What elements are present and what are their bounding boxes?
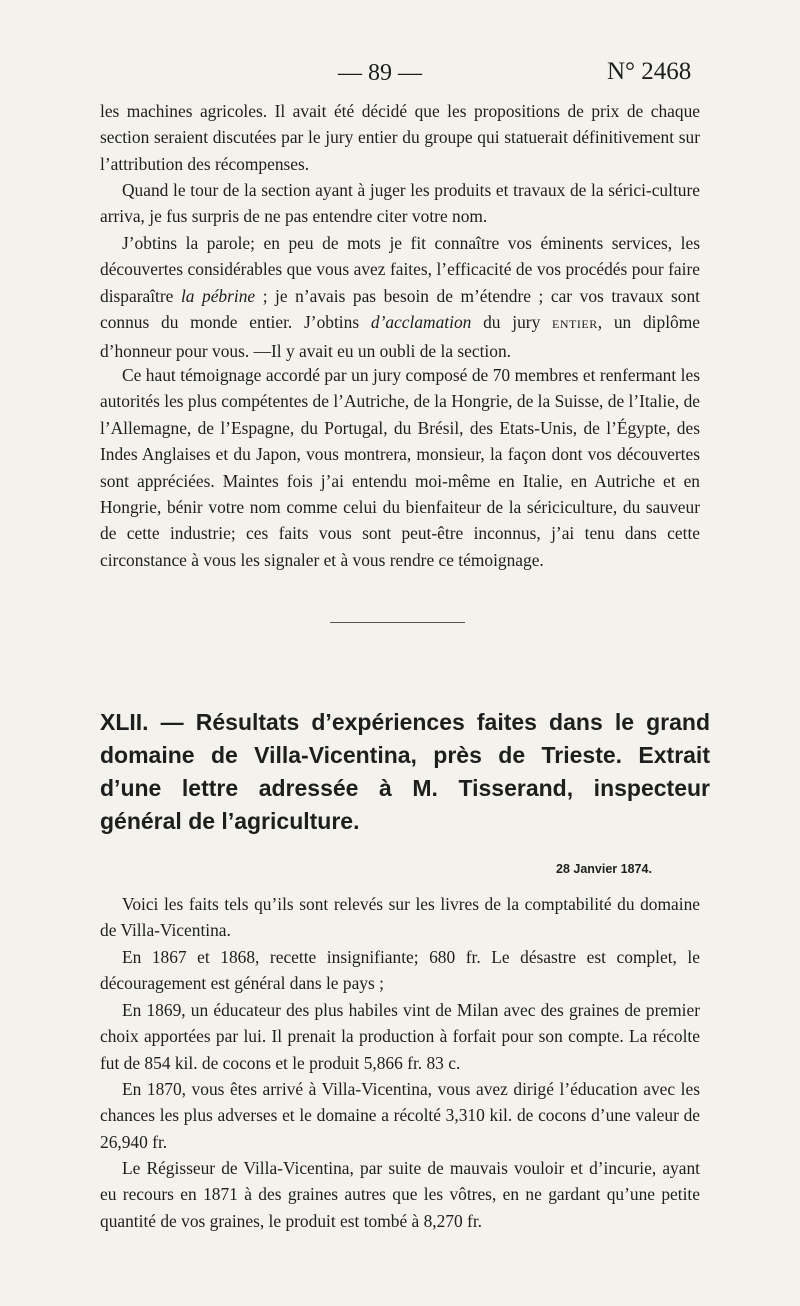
section-divider [330, 622, 465, 623]
paragraph-sericulture-turn: Quand le tour de la section ayant à juger les produits et travaux de la sérici-culture arriva, je fus surpris de ne pas entendre citer votre nom. [100, 180, 700, 227]
entier-smallcaps: ENTIER [552, 317, 598, 332]
section-number: XLII. — [100, 709, 184, 735]
paragraph-intro-facts: Voici les faits tels qu’ils sont relevés sur les livres de la comptabilité du domaine de Villa-Vicentina. [100, 894, 700, 941]
paragraph-prize-discussion: les machines agricoles. Il avait été décidé que les propositions de prix de chaque section seraient discutées par le jury entier du groupe qui statuerait définitivement sur l’attribution des récompenses. [100, 101, 700, 174]
page-header [0, 60, 800, 94]
paragraph-testimony: Ce haut témoignage accordé par un jury composé de 70 membres et renfermant les autorités les plus compétentes de l’Autriche, de la Hongrie, de la Suisse, de l’Italie, de l’Allemagne, de l’Espagne, du Portugal, du Brésil, des Etats-Unis, de l’Égypte, des Indes Anglaises et du Japon, vous montrera, monsieur, la façon dont vos découvertes sont appréciées. Maintes fois j’ai entendu moi-même en Italie, en Autriche et en Hongrie, bénir votre nom comme celui du bienfaiteur de la sériciculture, du sauveur de cette industrie; ces faits vous sont peut-être inconnus, j’ai tenu dans cette circonstance à vous les signaler et à vous rendre ce témoignage. [100, 365, 700, 570]
paragraph-1870: En 1870, vous êtes arrivé à Villa-Vicentina, vous avez dirigé l’éducation avec les chances les plus adverses et le domaine a récolté 3,310 kil. de cocons d’une valeur de 26,940 fr. [100, 1079, 700, 1152]
paragraph-1869: En 1869, un éducateur des plus habiles vint de Milan avec des graines de premier choix apportées par lui. Il prenait la production à forfait pour son compte. La récolte fut de 854 kil. de cocons et le produit 5,866 fr. 83 c. [100, 1000, 700, 1073]
paragraph-1867-1868: En 1867 et 1868, recette insignifiante; 680 fr. Le désastre est complet, le découragement est général dans le pays ; [100, 947, 700, 994]
acclamation-italic: d’acclamation [370, 312, 472, 333]
document-number: N° 2468 [607, 58, 692, 85]
paragraph-diploma: J’obtins la parole; en peu de mots je fit connaître vos éminents services, les découvertes considérables que vous avez faites, l’efficacité de vos procédés pour faire disparaître la pébrine ; je n’avais pas besoin de m’étendre ; car vos travaux sont connus du monde entier. J’obtins d’acclamation du jury ENTIER, un diplôme d’honneur pour vous. —Il y avait eu un oubli de la section. [100, 233, 700, 361]
section-heading [100, 706, 710, 838]
paragraph-1871: Le Régisseur de Villa-Vicentina, par suite de mauvais vouloir et d’incurie, ayant eu recours en 1871 à des graines autres que les vôtres, en ne gardant qu’une petite quantité de vos graines, le produit est tombé à 8,270 fr. [100, 1158, 700, 1231]
section-title: Résultats d’expériences faites dans le grand domaine de Villa-Vicentina, près de Trieste. Extrait d’une lettre adressée à M. Tisserand, inspecteur général de l’agriculture. [100, 709, 710, 834]
page-number: — 89 — [338, 60, 422, 86]
pebrine-italic: la pébrine [180, 285, 256, 306]
letter-date: 28 Janvier 1874. [556, 862, 652, 876]
